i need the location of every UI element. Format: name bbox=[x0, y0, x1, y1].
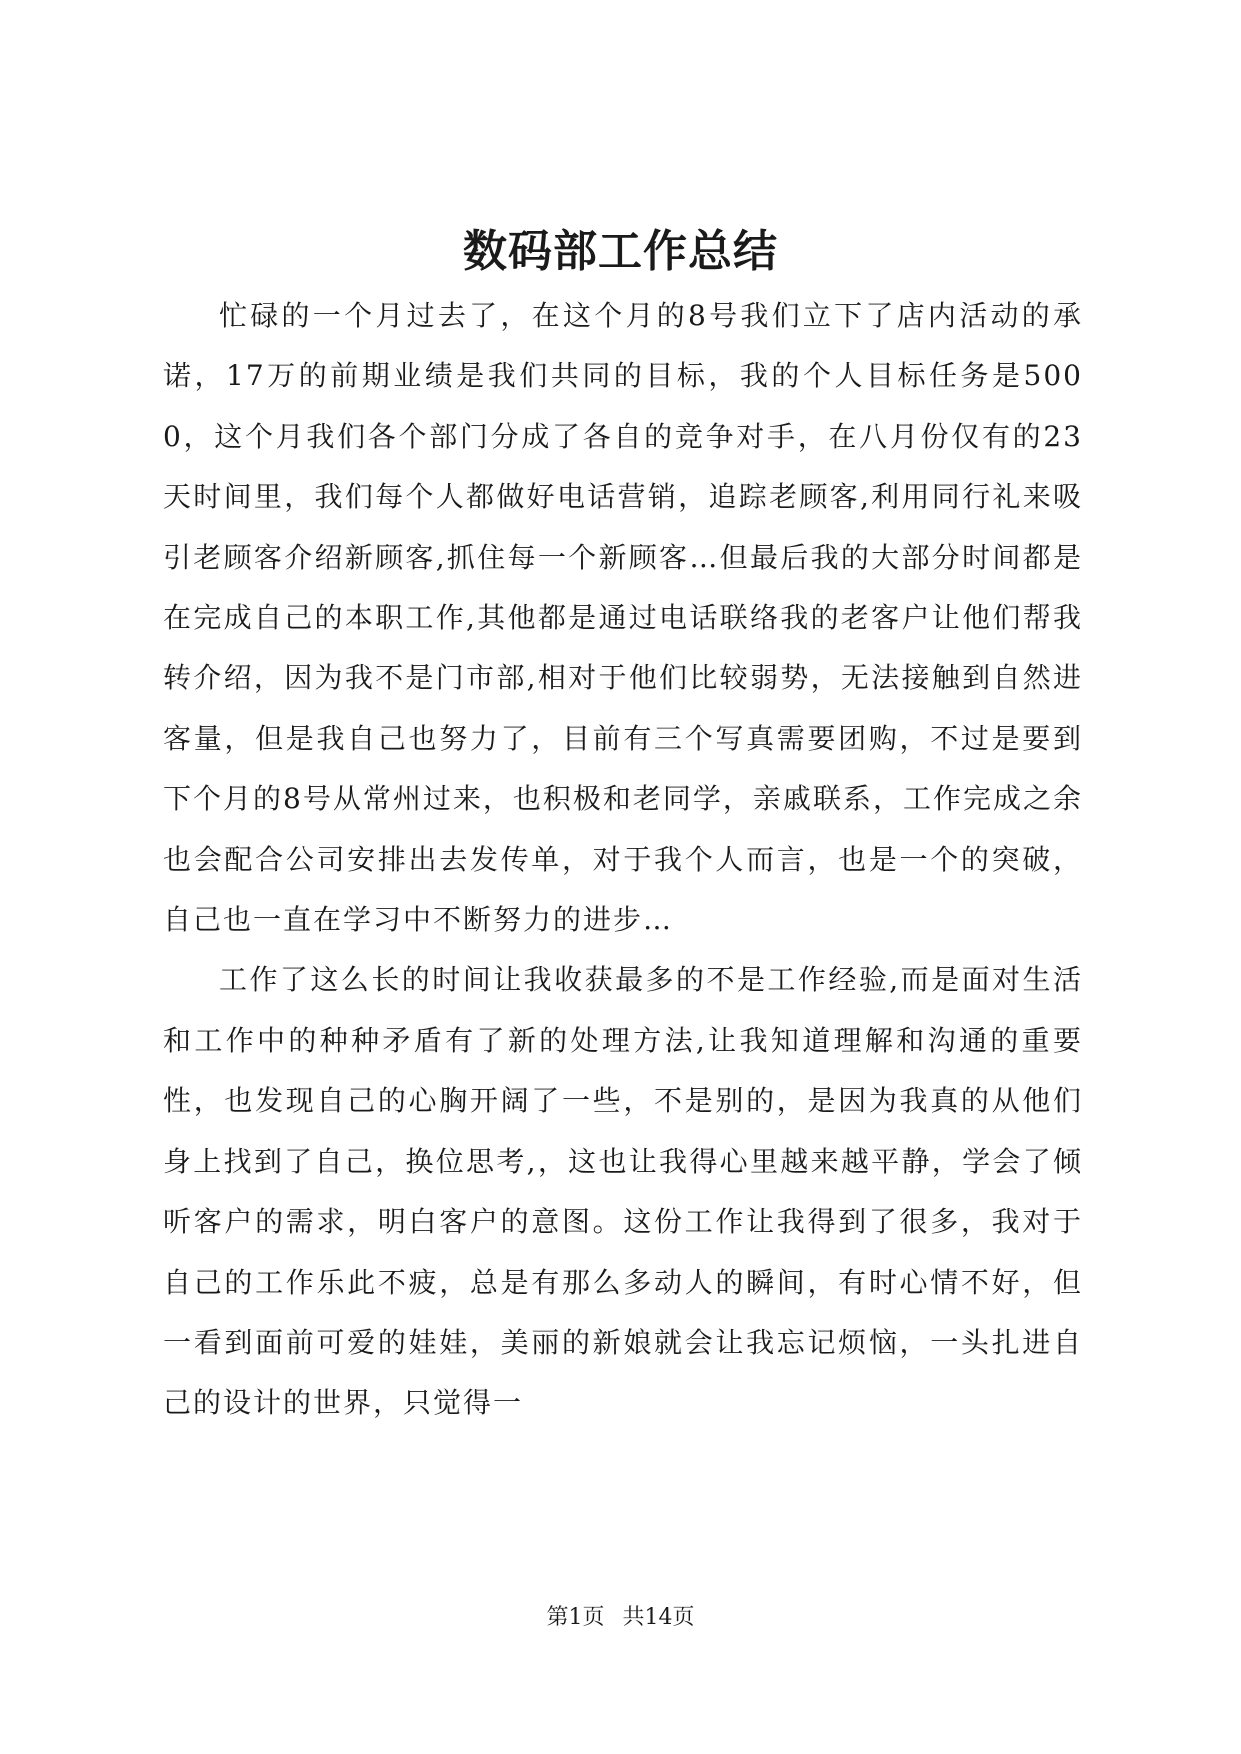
paragraph: 工作了这么长的时间让我收获最多的不是工作经验,而是面对生活和工作中的种种矛盾有了新的处理方法,让我知道理解和沟通的重要性，也发现自己的心胸开阔了一些，不是别的，是因为我真的从他们身上找到了自己，换位思考,，这也让我得心里越来越平静，学会了倾听客户的需求，明白客户的意图。这份工作让我得到了很多，我对于自己的工作乐此不疲，总是有那么多动人的瞬间，有时心情不好，但一看到面前可爱的娃娃，美丽的新娘就会让我忘记烦恼，一头扎进自己的设计的世界，只觉得一 bbox=[163, 963, 1083, 1420]
paragraph: 忙碌的一个月过去了，在这个月的8号我们立下了店内活动的承诺，17万的前期业绩是我们共同的目标，我的个人目标任务是5000，这个月我们各个部门分成了各自的竞争对手，在八月份仅有的23天时间里，我们每个人都做好电话营销，追踪老顾客,利用同行礼来吸引老顾客介绍新顾客,抓住每一个新顾客…但最后我的大部分时间都是在完成自己的本职工作,其他都是通过电话联络我的老客户让他们帮我转介绍，因为我不是门市部,相对于他们比较弱势，无法接触到自然进客量，但是我自己也努力了，目前有三个写真需要团购，不过是要到下个月的8号从常州过来，也积极和老同学，亲戚联系，工作完成之余也会配合公司安排出去发传单，对于我个人而言，也是一个的突破，自己也一直在学习中不断努力的进步… bbox=[163, 299, 1083, 937]
page-footer bbox=[0, 1603, 1241, 1633]
document-body bbox=[163, 286, 1083, 1434]
page-number: 第1页 bbox=[546, 1605, 605, 1630]
document-title: 数码部工作总结 bbox=[463, 226, 778, 277]
page-total: 共14页 bbox=[622, 1605, 695, 1630]
